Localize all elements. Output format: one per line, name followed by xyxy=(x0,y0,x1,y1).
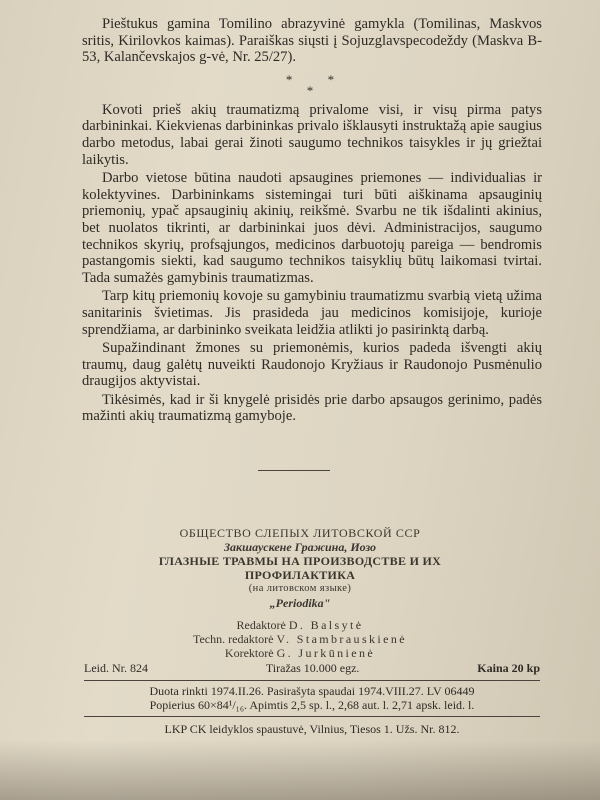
imprint-row xyxy=(84,661,540,676)
publisher-name: „Periodika" xyxy=(269,596,331,610)
authors: Закшаускене Гражина, Иозо xyxy=(223,540,377,554)
editor-label: Redaktorė xyxy=(236,618,286,632)
proofreader-label: Korektorė xyxy=(224,646,274,660)
imprint-rule-top xyxy=(84,680,540,681)
body-text xyxy=(82,16,542,425)
tech-editor-name: V. Stambrauskienė xyxy=(276,632,408,646)
paragraph-1: Kovoti prieš akių traumatizmą privalome visi, ir visų pirma patys darbininkai. Kiekvienas darbininkas privalo išklausyti instruktažą apie saugius darbo metodus, labai gerai žinoti saugumo technikos taisykles ir jų griežtai laikytis. xyxy=(82,101,542,168)
section-divider-stars xyxy=(82,71,542,98)
proofreader-name: G. Jurkūnienė xyxy=(276,646,376,660)
society-name: ОБЩЕСТВО СЛЕПЫХ ЛИТОВСКОЙ ССР xyxy=(179,526,421,540)
paragraph-5: Tikėsimės, kad ir ši knygelė prisidės prie darbo apsaugos gerinimo, padės mažinti akių traumatizmą gamyboje. xyxy=(82,391,542,425)
colophon xyxy=(150,526,450,660)
print-info xyxy=(84,684,540,712)
language-note: (на литовском языке) xyxy=(248,583,352,594)
stars-top: * * xyxy=(285,71,351,87)
printer-line: LKP CK leidyklos spaustuvė, Vilnius, Tiesos 1. Užs. Nr. 812. xyxy=(164,722,460,736)
stars-bottom: * xyxy=(306,82,330,98)
tech-editor-label: Techn. redaktorė xyxy=(192,632,274,646)
bottom-shadow xyxy=(0,740,600,800)
editor-line xyxy=(150,618,450,632)
price: Kaina 20 kp xyxy=(477,661,540,675)
russian-title: ГЛАЗНЫЕ ТРАВМЫ НА ПРОИЗВОДСТВЕ И ИХ ПРОФИЛАКТИКА xyxy=(158,554,442,582)
tech-editor-line xyxy=(150,632,450,646)
paragraph-2: Darbo vietose būtina naudoti apsaugines priemones — individualias ir kolektyvines. Darbininkams sistemingai turi būti aiškinama apsauginių priemonių, ypač apsauginių akinių, reikšmė. Svarbu ne tik išdalinti akinius, bet nuolatos tikrinti, ar darbininkai juos dėvi. Administracijos, saugumo technikos skyrių, profsąjungos, medicinos darbuotojų pareiga — bendromis pastangomis siekti, kad saugumo technikos taisyklių būtų laikomasi tvirtai. Tada sumažės gamybinis traumatizmas. xyxy=(82,170,542,286)
editors-block xyxy=(150,618,450,660)
imprint-rule-bottom xyxy=(84,716,540,717)
editor-name: D. Balsytė xyxy=(288,618,364,632)
paragraph-4: Supažindinant žmones su priemonėmis, kurios padeda išvengti akių traumų, daug galėtų nuveikti Raudonojo Kryžiaus ir Raudonojo Pusmėnulio draugijos aktyvistai. xyxy=(82,340,542,390)
paper-info: Popierius 60×84¹/₁₆. Apimtis 2,5 sp. l., 2,68 aut. l. 2,71 apsk. leid. l. xyxy=(149,698,475,712)
edition-number: Leid. Nr. 824 xyxy=(84,661,148,675)
print-run: Tiražas 10.000 egz. xyxy=(265,661,360,675)
intro-paragraph: Pieštukus gamina Tomilino abrazyvinė gamykla (Tomilinas, Maskvos sritis, Kirilovkos kaimas). Paraiškas siųsti į Sojuzglavspecodeždy (Maskva B-53, Kalančevskajos g-vė, Nr. 25/27). xyxy=(82,16,542,66)
paragraph-3: Tarp kitų priemonių kovoje su gamybiniu traumatizmu svarbią vietą užima sanitarinis švietimas. Jis prasideda jau medicinos komisijoje, kurioje sprendžiama, ar darbininko sveikata leidžia atlikti jo pasirinktą darbą. xyxy=(82,288,542,338)
divider-rule xyxy=(258,470,330,471)
print-dates: Duota rinkti 1974.II.26. Pasirašyta spaudai 1974.VIII.27. LV 06449 xyxy=(149,684,475,698)
proofreader-line xyxy=(150,646,450,660)
